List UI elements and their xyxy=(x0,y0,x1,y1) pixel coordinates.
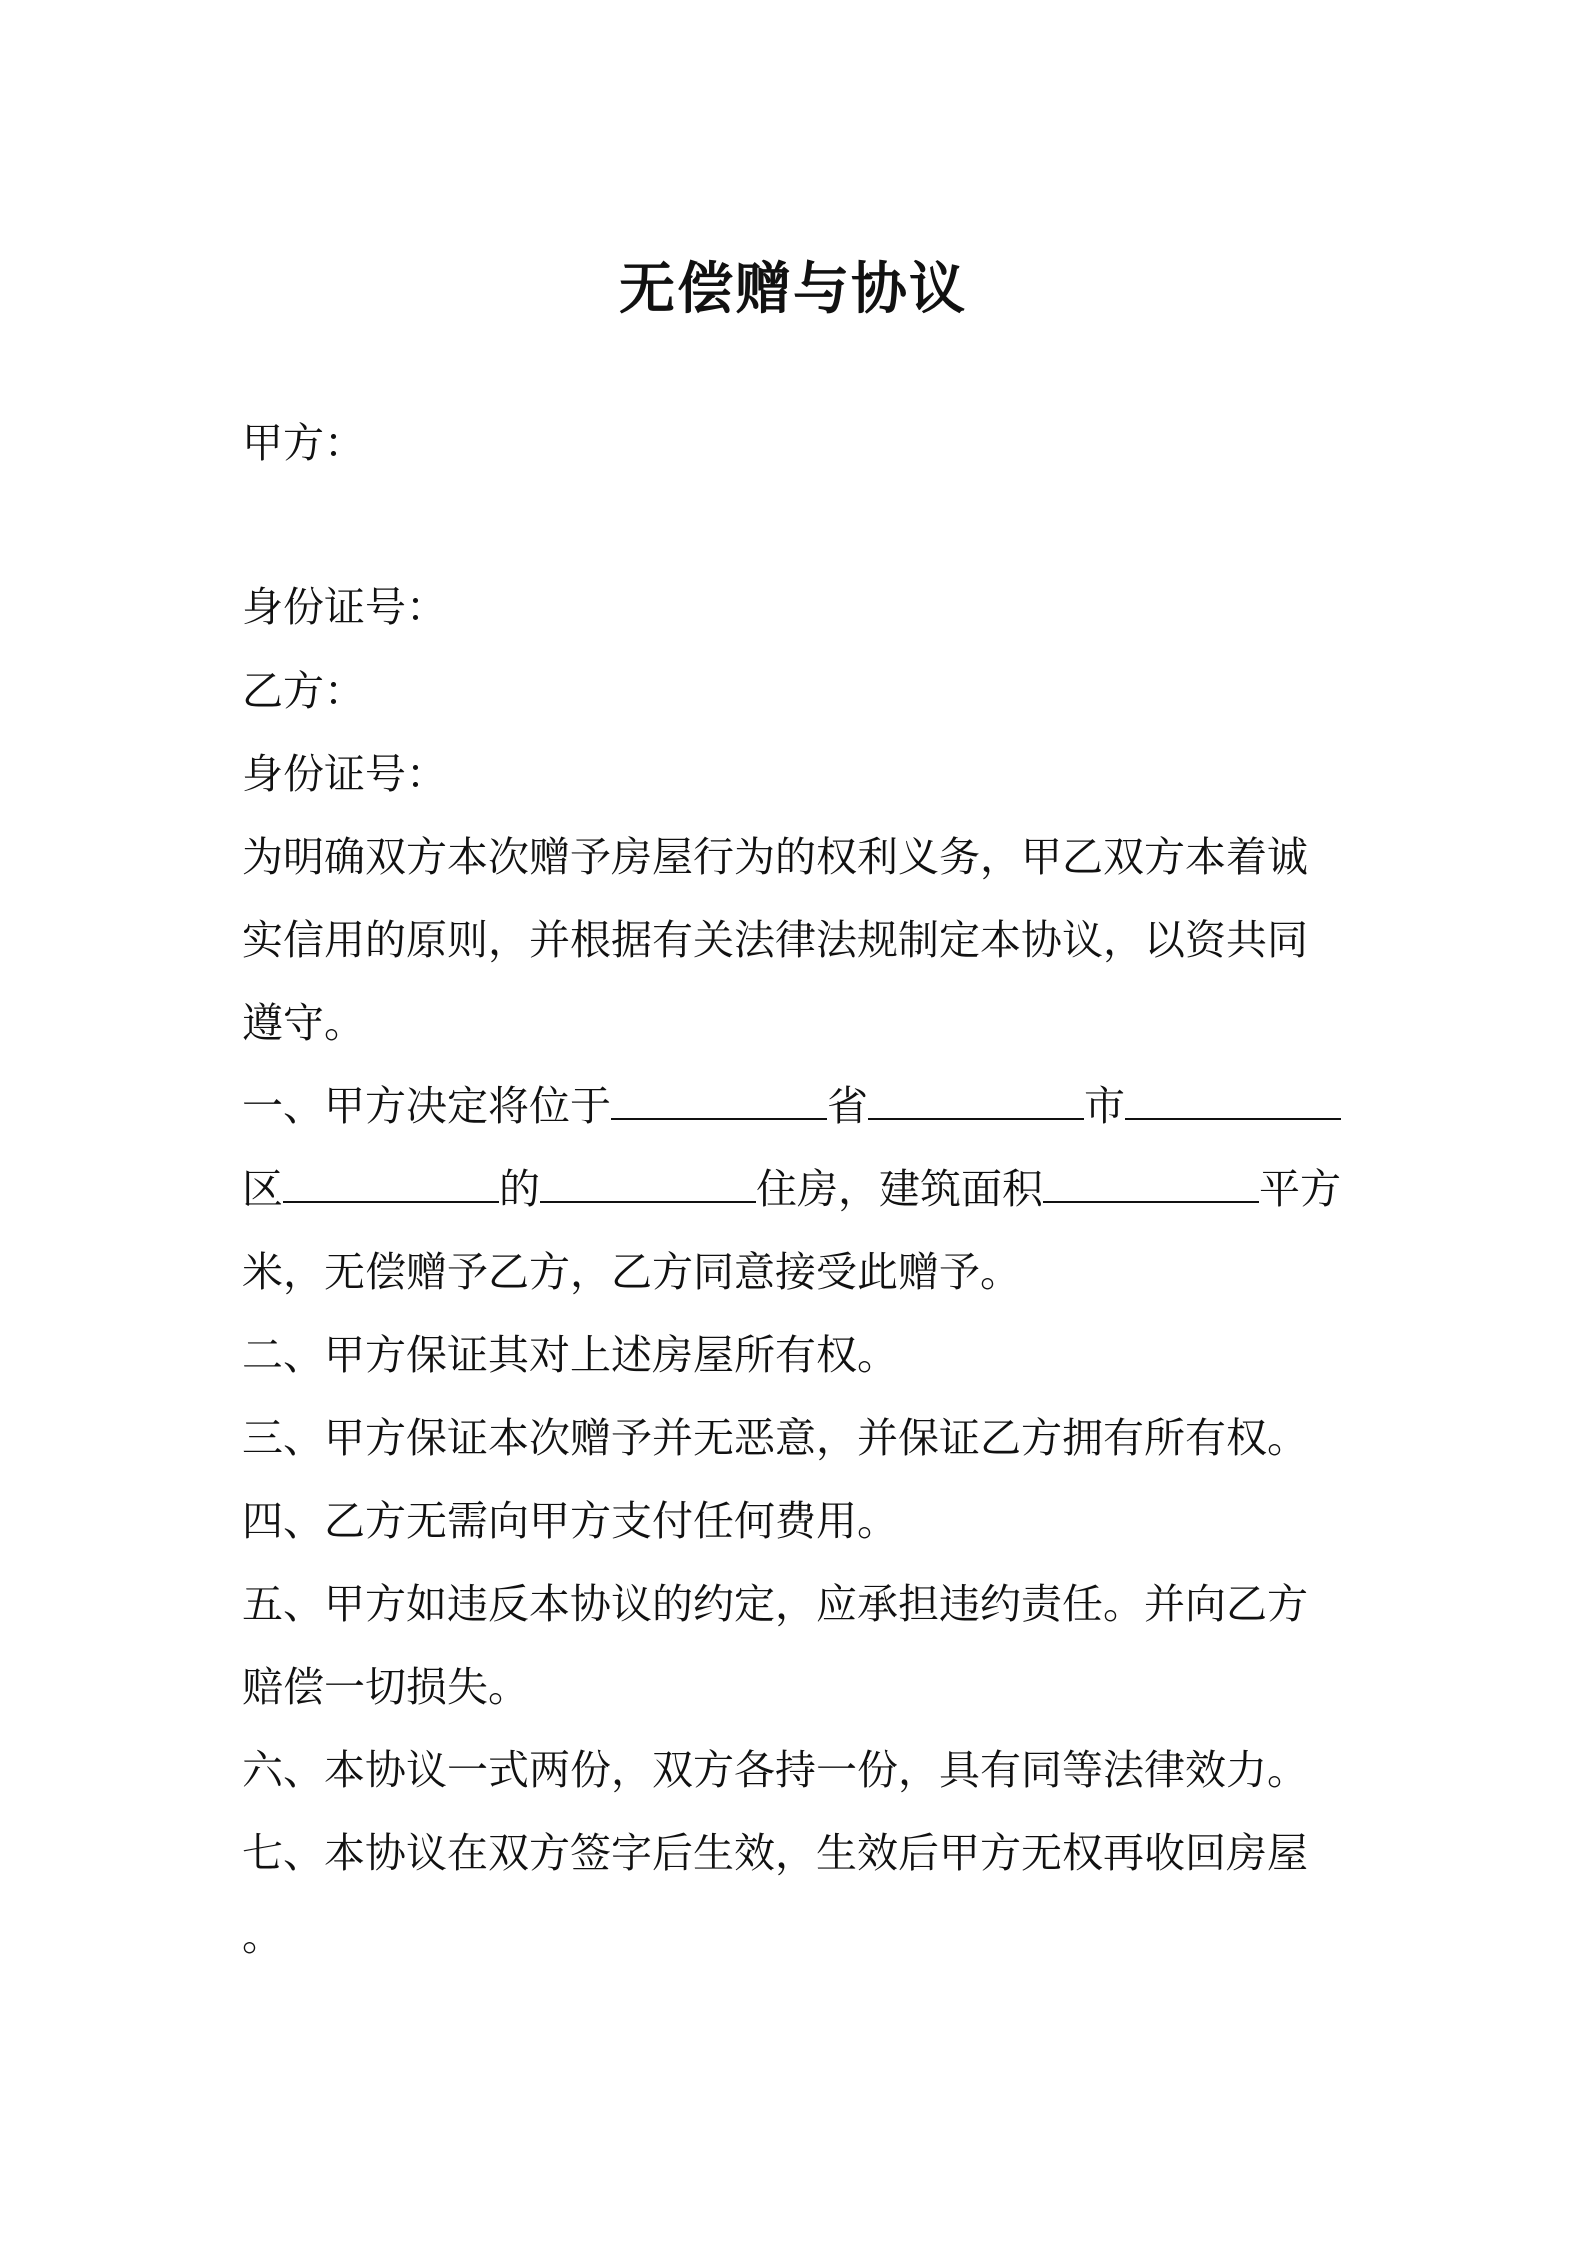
clause-3: 三、甲方保证本次赠予并无恶意，并保证乙方拥有所有权。 xyxy=(242,1414,1308,1462)
party-b-id-label: 身份证号： xyxy=(242,750,447,798)
clause-5-line: 五、甲方如违反本协议的约定，应承担违约责任。并向乙方 xyxy=(242,1580,1308,1628)
preamble-line: 实信用的原则，并根据有关法律法规制定本协议，以资共同 xyxy=(242,916,1308,964)
clause-1-line-1 xyxy=(242,1065,1362,1148)
preamble-line: 遵守。 xyxy=(242,999,365,1047)
clause-7 xyxy=(242,1812,1362,1978)
clause-1-line-3: 米，无偿赠予乙方，乙方同意接受此赠予。 xyxy=(242,1248,1021,1296)
clause-1-line-2 xyxy=(242,1148,1362,1231)
document-title: 无偿赠与协议 xyxy=(619,257,967,322)
city-label: 市 xyxy=(1084,1082,1125,1130)
blank-field xyxy=(283,1171,499,1203)
clause-2: 二、甲方保证其对上述房屋所有权。 xyxy=(242,1331,898,1379)
blank-field xyxy=(611,1088,827,1120)
clause-1 xyxy=(242,1065,1362,1314)
blank-field xyxy=(1125,1088,1341,1120)
of-label: 的 xyxy=(499,1165,540,1213)
sqm-label: 平方 xyxy=(1259,1165,1341,1213)
blank-field xyxy=(1043,1171,1259,1203)
preamble-line: 为明确双方本次赠予房屋行为的权利义务，甲乙双方本着诚 xyxy=(242,833,1308,881)
party-a-label: 甲方： xyxy=(242,419,365,467)
blank-field xyxy=(868,1088,1084,1120)
housing-area-label: 住房，建筑面积 xyxy=(756,1165,1043,1213)
clause-5-line: 赔偿一切损失。 xyxy=(242,1663,529,1711)
clause-4: 四、乙方无需向甲方支付任何费用。 xyxy=(242,1497,898,1545)
district-label: 区 xyxy=(242,1165,283,1213)
preamble xyxy=(242,816,1362,1065)
province-label: 省 xyxy=(827,1082,868,1130)
blank-field xyxy=(540,1171,756,1203)
party-a-id-label: 身份证号： xyxy=(242,583,447,631)
clause-1-prefix: 一、甲方决定将位于 xyxy=(242,1082,611,1130)
clause-7-line: 。 xyxy=(242,1912,283,1960)
clause-7-line: 七、本协议在双方签字后生效，生效后甲方无权再收回房屋 xyxy=(242,1829,1308,1877)
clause-5 xyxy=(242,1563,1362,1729)
party-b-label: 乙方： xyxy=(242,667,365,715)
clause-6: 六、本协议一式两份，双方各持一份，具有同等法律效力。 xyxy=(242,1746,1308,1794)
